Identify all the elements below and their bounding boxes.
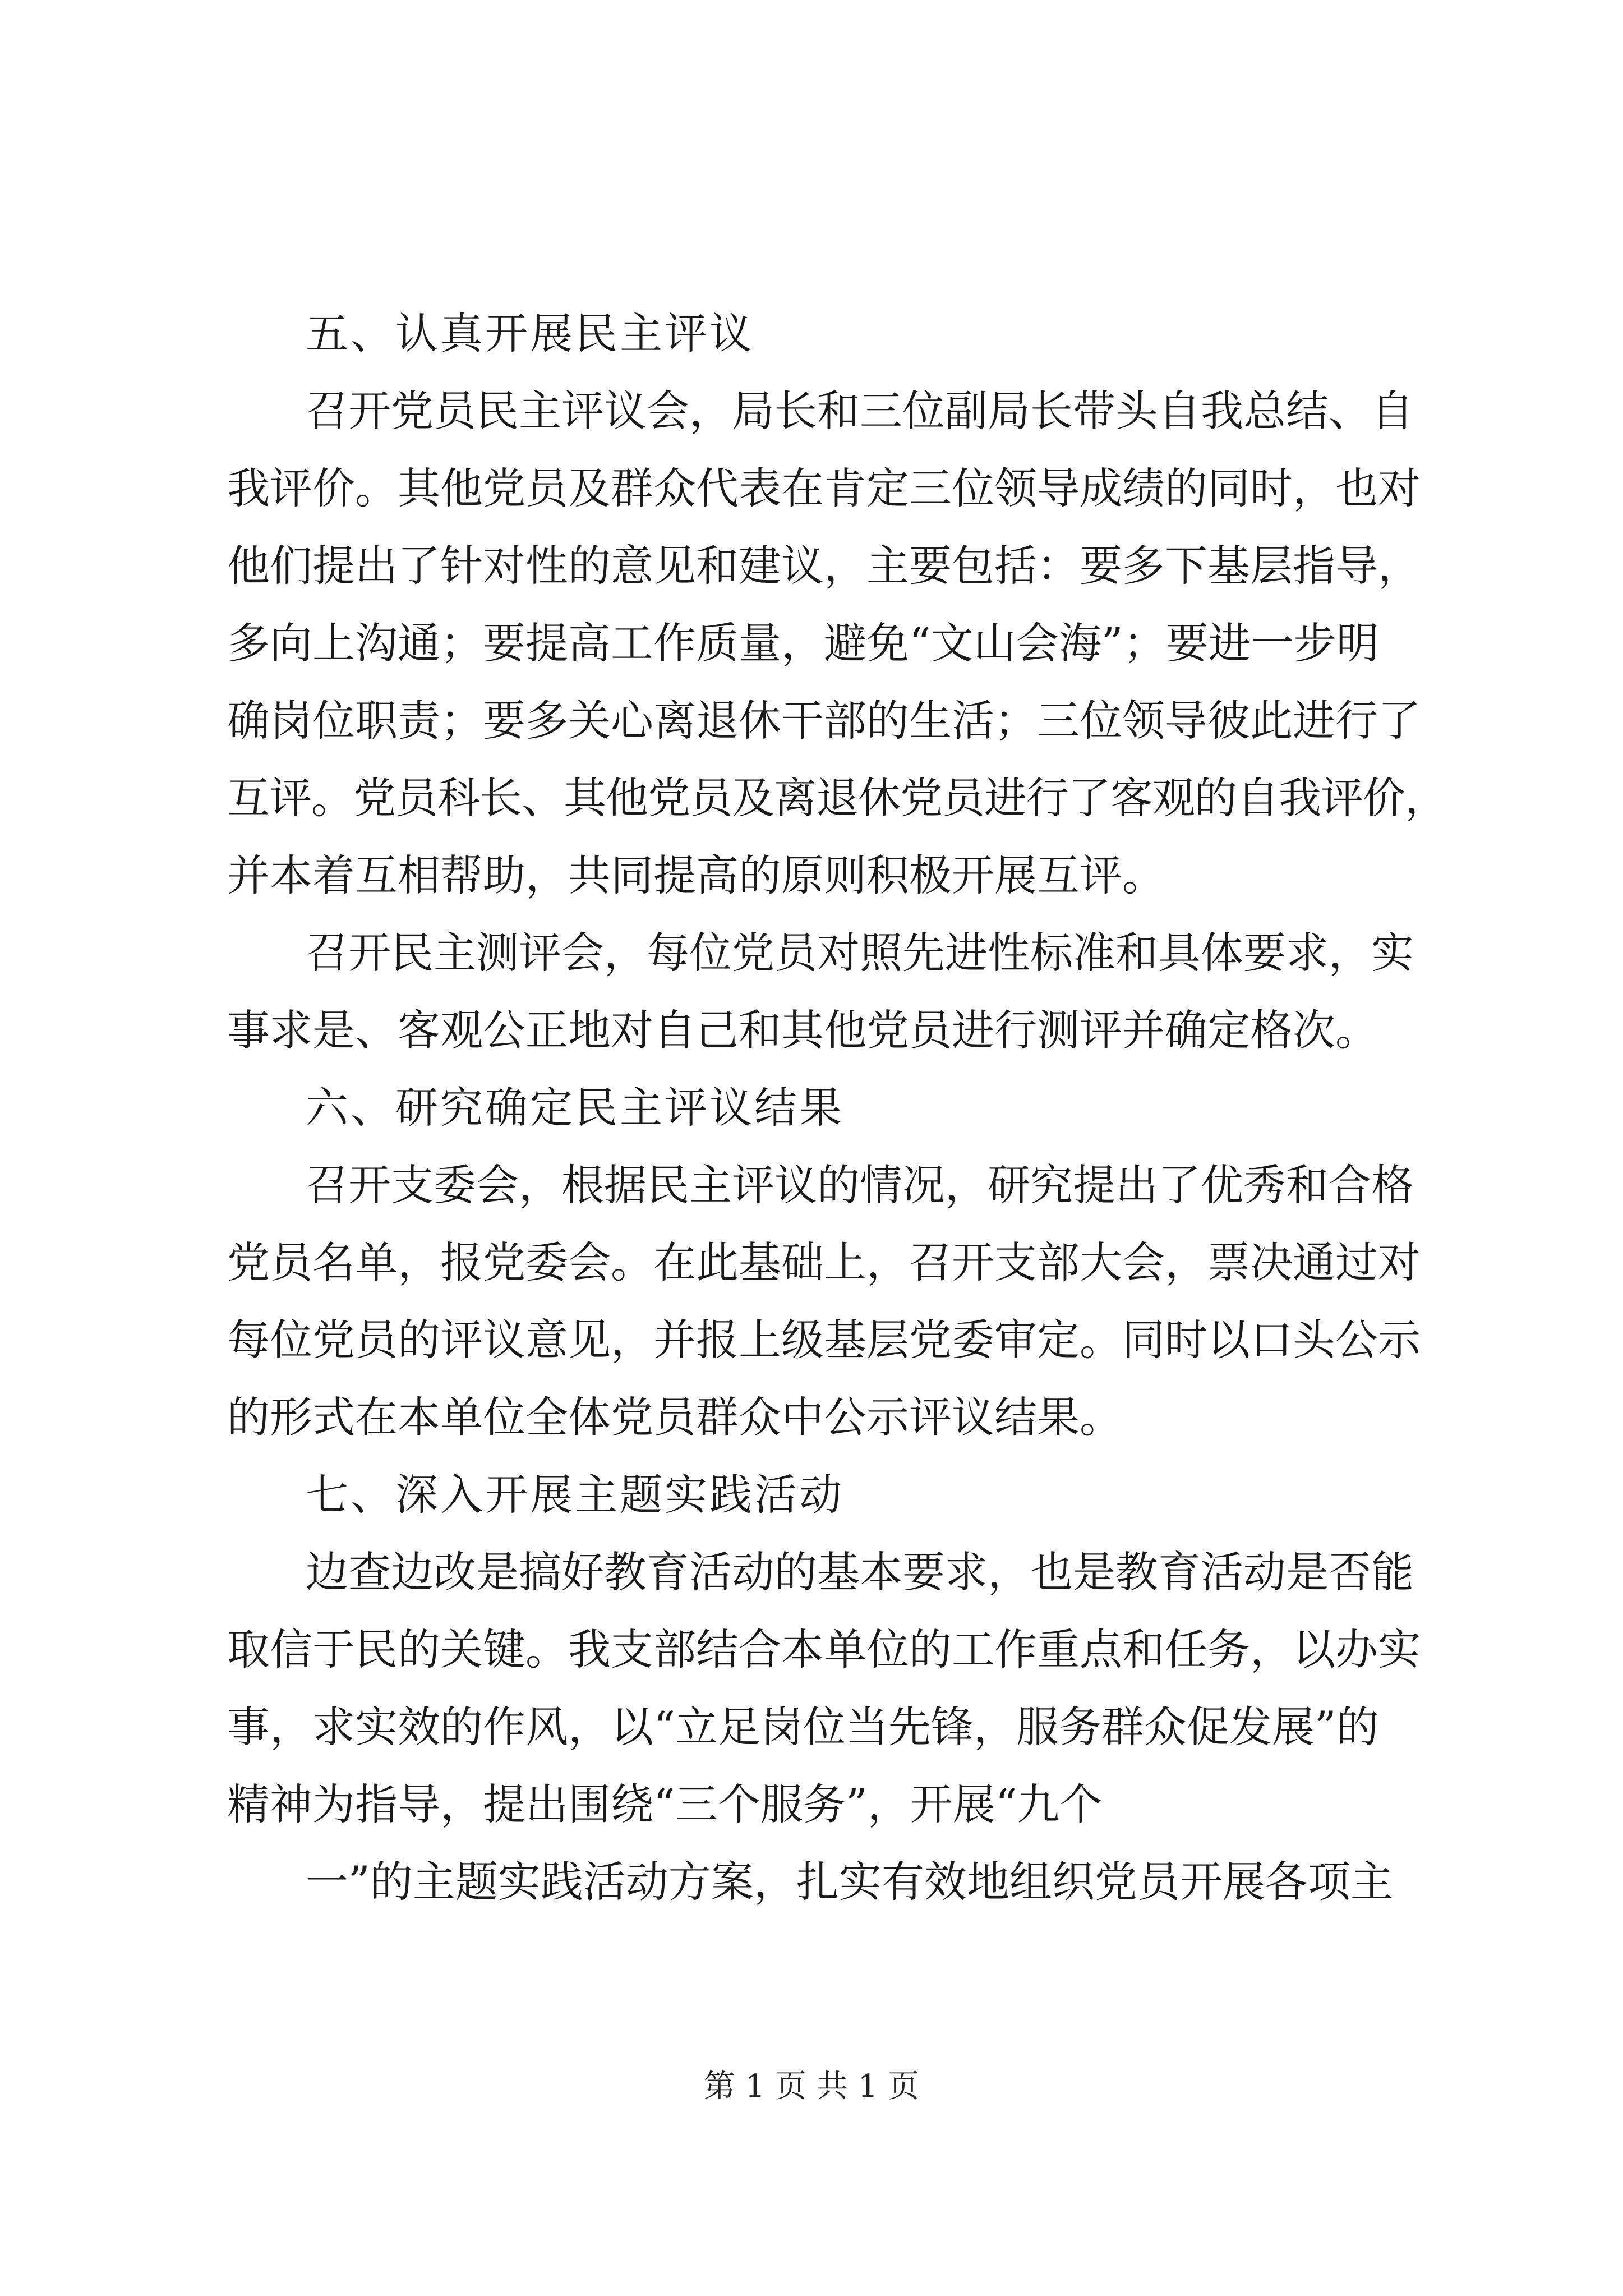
section-heading-6: 六、研究确定民主评议结果 — [306, 1083, 844, 1133]
paragraph-line: 精神为指导，提出围绕“三个服务”，开展“九个 — [227, 1779, 1103, 1829]
paragraph-line: 取信于民的关键。我支部结合本单位的工作重点和任务，以办实 — [227, 1625, 1421, 1674]
paragraph-line: 召开民主测评会，每位党员对照先进性标准和具体要求，实 — [306, 928, 1414, 978]
paragraph-line: 事，求实效的作风，以“立足岗位当先锋，服务群众促发展”的 — [227, 1702, 1379, 1752]
paragraph-line: 召开党员民主评议会，局长和三位副局长带头自我总结、自 — [306, 386, 1414, 436]
paragraph-line: 事求是、客观公正地对自己和其他党员进行测评并确定格次。 — [227, 1005, 1378, 1055]
paragraph-line: 并本着互相帮助，共同提高的原则积极开展互评。 — [227, 850, 1165, 900]
paragraph-line: 召开支委会，根据民主评议的情况，研究提出了优秀和合格 — [306, 1160, 1414, 1210]
section-heading-7: 七、深入开展主题实践活动 — [306, 1470, 844, 1520]
section-heading-5: 五、认真开展民主评议 — [306, 309, 754, 358]
paragraph-line: 我评价。其他党员及群众代表在肯定三位领导成绩的同时，也对 — [227, 463, 1421, 513]
paragraph-line: 互评。党员科长、其他党员及离退休党员进行了客观的自我评价， — [227, 773, 1447, 823]
paragraph-line: 多向上沟通；要提高工作质量，避免“文山会海”；要进一步明 — [227, 618, 1379, 668]
paragraph-line: 的形式在本单位全体党员群众中公示评议结果。 — [227, 1392, 1122, 1442]
paragraph-line: 他们提出了针对性的意见和建议，主要包括：要多下基层指导， — [227, 541, 1421, 591]
paragraph-line: 一”的主题实践活动方案，扎实有效地组织党员开展各项主 — [306, 1857, 1393, 1907]
paragraph-line: 确岗位职责；要多关心离退休干部的生活；三位领导彼此进行了 — [227, 696, 1421, 746]
paragraph-line: 每位党员的评议意见，并报上级基层党委审定。同时以口头公示 — [227, 1315, 1421, 1365]
paragraph-line: 党员名单，报党委会。在此基础上，召开支部大会，票决通过对 — [227, 1237, 1421, 1287]
paragraph-line: 边查边改是搞好教育活动的基本要求，也是教育活动是否能 — [306, 1547, 1414, 1597]
page-footer: 第 1 页 共 1 页 — [703, 2068, 920, 2105]
